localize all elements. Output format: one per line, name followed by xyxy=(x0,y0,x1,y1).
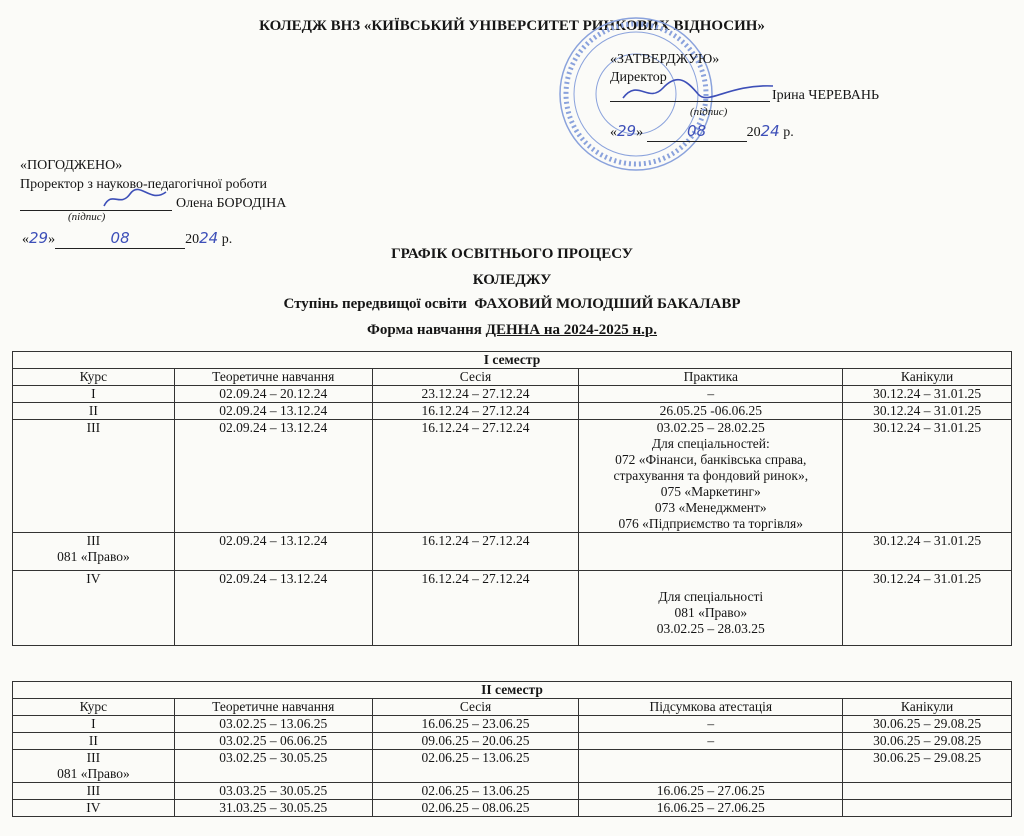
header-cell: Канікули xyxy=(843,369,1012,386)
agree-signature-icon xyxy=(100,186,170,212)
header-cell: Сесія xyxy=(372,369,579,386)
semester2-title: ІІ семестр xyxy=(13,682,1012,699)
holidays-cell: 30.06.25 – 29.08.25 xyxy=(843,750,1012,783)
theory-cell: 02.09.24 – 13.12.24 xyxy=(174,403,372,420)
practice-cell: 26.05.25 -06.06.25 xyxy=(579,403,843,420)
session-cell: 02.06.25 – 13.06.25 xyxy=(372,783,579,800)
session-cell: 16.12.24 – 27.12.24 xyxy=(372,403,579,420)
course-cell: ІІІ xyxy=(13,783,175,800)
approve-year-prefix: 20 xyxy=(746,125,761,140)
theory-cell: 03.02.25 – 06.06.25 xyxy=(174,733,372,750)
holidays-cell: 30.12.24 – 31.01.25 xyxy=(843,403,1012,420)
institution-title: КОЛЕДЖ ВНЗ «КИЇВСЬКИЙ УНІВЕРСИТЕТ РИНКОВИХ ВІДНОСИН» xyxy=(259,18,765,34)
holidays-cell: 30.12.24 – 31.01.25 xyxy=(843,420,1012,533)
session-cell: 09.06.25 – 20.06.25 xyxy=(372,733,579,750)
practice-cell: Для спеціальності 081 «Право» 03.02.25 – 28.03.25 xyxy=(579,571,843,646)
table-row xyxy=(13,420,1012,533)
course-cell: ІІ xyxy=(13,733,175,750)
session-cell: 16.12.24 – 27.12.24 xyxy=(372,533,579,571)
header-cell: Теоретичне навчання xyxy=(174,699,372,716)
semester2-header-row xyxy=(13,699,1012,716)
degree-value: ФАХОВИЙ МОЛОДШИЙ БАКАЛАВР xyxy=(474,296,741,312)
session-cell: 02.06.25 – 13.06.25 xyxy=(372,750,579,783)
theory-cell: 03.02.25 – 13.06.25 xyxy=(174,716,372,733)
agree-month: 08 xyxy=(110,229,130,247)
holidays-cell: 30.12.24 – 31.01.25 xyxy=(843,533,1012,571)
theory-cell: 03.03.25 – 30.05.25 xyxy=(174,783,372,800)
theory-cell: 02.09.24 – 13.12.24 xyxy=(174,420,372,533)
theory-cell: 03.02.25 – 30.05.25 xyxy=(174,750,372,783)
course-cell: ІІІ xyxy=(13,420,175,533)
approve-label: «ЗАТВЕРДЖУЮ» xyxy=(610,52,720,67)
table-row xyxy=(13,403,1012,420)
attestation-cell: 16.06.25 – 27.06.25 xyxy=(579,783,843,800)
agree-name: Олена БОРОДІНА xyxy=(176,196,287,211)
agree-year-suffix: 24 xyxy=(199,229,219,247)
form-line xyxy=(0,322,1024,339)
course-cell: І xyxy=(13,386,175,403)
session-cell: 16.12.24 – 27.12.24 xyxy=(372,571,579,646)
approve-role: Директор xyxy=(610,70,667,85)
attestation-cell: – xyxy=(579,716,843,733)
table-row xyxy=(13,800,1012,817)
holidays-cell: 30.06.25 – 29.08.25 xyxy=(843,716,1012,733)
doc-subtitle: КОЛЕДЖУ xyxy=(472,272,552,288)
header-cell: Канікули xyxy=(843,699,1012,716)
header-cell: Підсумкова атестація xyxy=(579,699,843,716)
table-row xyxy=(13,783,1012,800)
holidays-cell xyxy=(843,800,1012,817)
course-cell: ІІІ 081 «Право» xyxy=(13,533,175,571)
table-row xyxy=(13,386,1012,403)
approve-day: 29 xyxy=(617,122,637,140)
agree-sign-caption: (підпис) xyxy=(68,211,106,223)
attestation-cell: – xyxy=(579,733,843,750)
approve-year-suffix: 24 xyxy=(760,122,780,140)
table-row xyxy=(13,750,1012,783)
course-cell: IV xyxy=(13,800,175,817)
semester2-table xyxy=(12,681,1012,817)
agree-label: «ПОГОДЖЕНО» xyxy=(20,158,123,173)
header-cell: Сесія xyxy=(372,699,579,716)
course-cell: IV xyxy=(13,571,175,646)
semester1-header-row xyxy=(13,369,1012,386)
attestation-cell xyxy=(579,750,843,783)
approve-signature-icon xyxy=(618,76,778,106)
approve-sign-caption: (підпис) xyxy=(690,106,728,118)
header-cell: Курс xyxy=(13,369,175,386)
practice-cell: 03.02.25 – 28.02.25 Для спеціальностей: 072 «Фінанси, банківська справа, страхування та фондовий ринок», 075 «Маркетинг» 073 «Менеджмент» 076 «Підприємство та торгівля» xyxy=(579,420,843,533)
header-cell: Теоретичне навчання xyxy=(174,369,372,386)
form-value: ДЕННА на 2024-2025 н.р. xyxy=(485,322,658,338)
theory-cell: 02.09.24 – 13.12.24 xyxy=(174,533,372,571)
theory-cell: 02.09.24 – 20.12.24 xyxy=(174,386,372,403)
course-cell: ІІ xyxy=(13,403,175,420)
session-cell: 02.06.25 – 08.06.25 xyxy=(372,800,579,817)
agree-day: 29 xyxy=(29,229,49,247)
holidays-cell: 30.12.24 – 31.01.25 xyxy=(843,386,1012,403)
session-cell: 16.12.24 – 27.12.24 xyxy=(372,420,579,533)
table-row xyxy=(13,533,1012,571)
session-cell: 23.12.24 – 27.12.24 xyxy=(372,386,579,403)
approve-name: Ірина ЧЕРЕВАНЬ xyxy=(772,88,880,103)
holidays-cell: 30.06.25 – 29.08.25 xyxy=(843,733,1012,750)
table-row xyxy=(13,733,1012,750)
course-cell: ІІІ 081 «Право» xyxy=(13,750,175,783)
theory-cell: 31.03.25 – 30.05.25 xyxy=(174,800,372,817)
holidays-cell xyxy=(843,783,1012,800)
approve-month: 08 xyxy=(687,122,707,140)
attestation-cell: 16.06.25 – 27.06.25 xyxy=(579,800,843,817)
doc-title: ГРАФІК ОСВІТНЬОГО ПРОЦЕСУ xyxy=(391,246,633,262)
table-row xyxy=(13,571,1012,646)
degree-label: Ступінь передвищої освіти xyxy=(283,296,467,312)
agree-year-prefix: 20 xyxy=(185,232,200,247)
session-cell: 16.06.25 – 23.06.25 xyxy=(372,716,579,733)
semester1-title: І семестр xyxy=(13,352,1012,369)
agree-role: Проректор з науково-педагогічної роботи xyxy=(20,177,268,192)
agree-year-end: р. xyxy=(221,232,233,247)
practice-cell xyxy=(579,533,843,571)
degree-line xyxy=(0,296,1024,313)
course-cell: І xyxy=(13,716,175,733)
table-row xyxy=(13,716,1012,733)
form-label: Форма навчання xyxy=(366,322,482,338)
semester1-table xyxy=(12,351,1012,646)
approve-year-end: р. xyxy=(783,125,794,140)
header-cell: Курс xyxy=(13,699,175,716)
agree-date: «29» 08 2024 р. xyxy=(22,229,233,247)
theory-cell: 02.09.24 – 13.12.24 xyxy=(174,571,372,646)
practice-cell: – xyxy=(579,386,843,403)
approve-date: «29» 08 2024 р. xyxy=(610,122,794,140)
holidays-cell: 30.12.24 – 31.01.25 xyxy=(843,571,1012,646)
header-cell: Практика xyxy=(579,369,843,386)
